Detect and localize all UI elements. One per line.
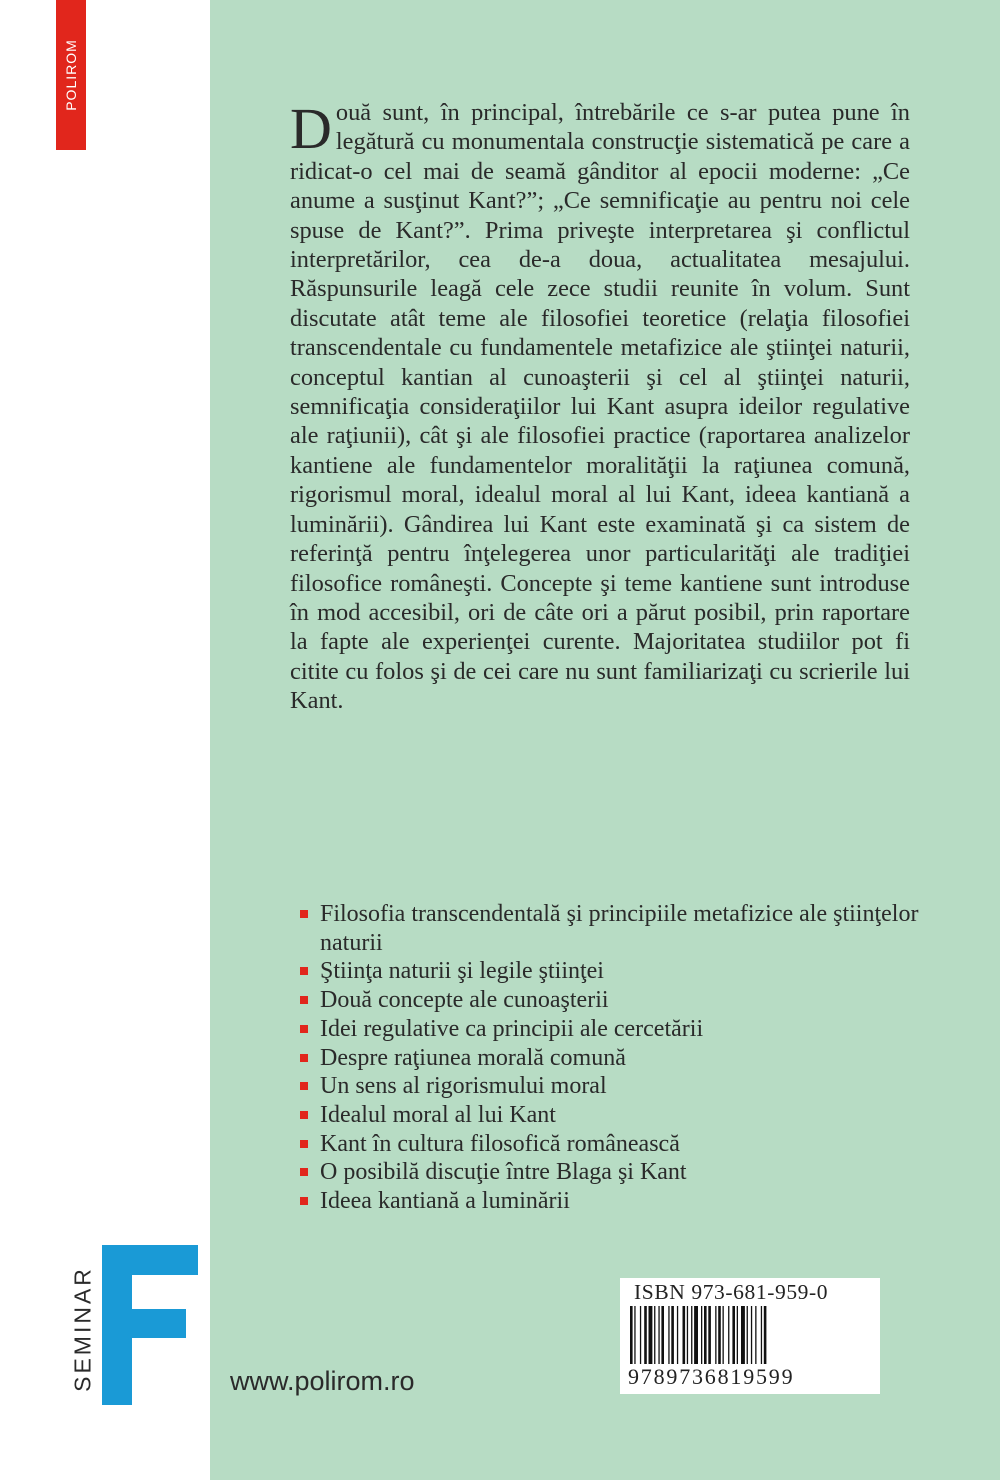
chapter-list <box>300 900 920 1216</box>
barcode-bar <box>694 1306 698 1364</box>
bullet-square-icon <box>300 1140 308 1148</box>
barcode-bar <box>691 1306 692 1364</box>
chapter-item <box>300 1158 920 1187</box>
chapter-item <box>300 1015 920 1044</box>
barcode-bar <box>715 1306 716 1364</box>
barcode-bar <box>634 1306 635 1364</box>
chapter-title: Ştiinţa naturii şi legile ştiinţei <box>320 958 604 985</box>
chapter-item <box>300 1072 920 1101</box>
barcode-bar <box>683 1306 686 1364</box>
chapter-item <box>300 957 920 986</box>
barcode-bar <box>630 1306 633 1364</box>
barcode-bar <box>687 1306 688 1364</box>
barcode-bar <box>732 1306 735 1364</box>
barcode-bar <box>723 1306 724 1364</box>
chapter-title: Kant în cultura filosofică românească <box>320 1130 680 1157</box>
chapter-title: Despre raţiunea morală comună <box>320 1044 626 1071</box>
publisher-tab <box>56 0 86 150</box>
bullet-square-icon <box>300 967 308 975</box>
chapter-title: O posibilă discuţie între Blaga şi Kant <box>320 1159 687 1186</box>
blurb-paragraph <box>290 98 910 716</box>
publisher-website: www.polirom.ro <box>230 1366 415 1396</box>
series-f-letter-icon <box>98 1245 204 1405</box>
barcode-bar <box>728 1306 729 1364</box>
barcode-bar <box>764 1306 767 1364</box>
chapter-title: Un sens al rigorismului moral <box>320 1073 607 1100</box>
barcode-bar <box>751 1306 752 1364</box>
barcode-bar <box>737 1306 738 1364</box>
bullet-square-icon <box>300 1197 308 1205</box>
barcode-bar <box>661 1306 664 1364</box>
series-label: SEMINAR <box>69 1266 96 1392</box>
barcode-bar <box>640 1306 641 1364</box>
barcode-bar <box>741 1306 745 1364</box>
bullet-square-icon <box>300 1168 308 1176</box>
barcode-bar <box>654 1306 655 1364</box>
publisher-name: POLIROM <box>63 39 79 111</box>
barcode-bar <box>649 1306 653 1364</box>
barcode-bars <box>630 1306 866 1364</box>
chapter-item <box>300 900 920 957</box>
bullet-square-icon <box>300 1025 308 1033</box>
barcode-bar <box>755 1306 756 1364</box>
isbn-number: ISBN 973-681-959-0 <box>634 1280 829 1304</box>
barcode-bar <box>671 1306 674 1364</box>
series-logo <box>60 1235 210 1405</box>
blurb-text: ouă sunt, în principal, întrebările ce s-ar putea pune în legătură cu monumentala construcţie sistematică pe care a ridicat-o cel mai de seamă gânditor al epocii moderne: „Ce anume a susţinut Kant?”; „Ce semnificaţie au pentru noi cele spuse de Kant?”. Prima priveşte interpretarea şi conflictul interpretărilor, cea de-a doua, actualitatea mesajului. Răspunsurile leagă cele zece studii reunite în volum. Sunt discutate atât teme ale filosofiei teoretice (relaţia filosofiei transcendentale cu fundamentele metafizice ale ştiinţei naturii, conceptul kantian al cunoaşterii şi cel al ştiinţei naturii, semnificaţia consideraţiilor lui Kant asupra ideilor regulative ale raţiunii), cât şi ale filosofiei practice (raportarea analizelor kantiene ale fundamentelor moralităţii la raţiunea comună, rigorismul moral, idealul moral al lui Kant, ideea kantiană a luminării). Gândirea lui Kant este examinată şi ca sistem de referinţă pentru înţelegerea unor particularităţi ale tradiţiei filosofice româneşti. Concepte şi teme kantiene sunt introduse în mod accesibil, ori de câte ori a părut posibil, prin raportare la fapte ale experienţei curente. Majoritatea studiilor pot fi citite cu folos şi de cei care nu sunt familiarizaţi cu scrierile lui Kant. <box>290 99 910 715</box>
bullet-square-icon <box>300 996 308 1004</box>
chapter-title: Idei regulative ca principii ale cercetării <box>320 1015 704 1042</box>
barcode-bar <box>677 1306 678 1364</box>
chapter-title: Idealul moral al lui Kant <box>320 1101 556 1128</box>
barcode-bar <box>718 1306 721 1364</box>
barcode-block <box>620 1278 880 1394</box>
barcode-bar <box>658 1306 659 1364</box>
barcode-bar <box>644 1306 647 1364</box>
barcode-bar <box>701 1306 702 1364</box>
bullet-square-icon <box>300 910 308 918</box>
chapter-title: Două concepte ale cunoaşterii <box>320 987 609 1014</box>
ean-number: 9789736819599 <box>628 1364 795 1389</box>
barcode-bar <box>708 1306 711 1364</box>
barcode-bar <box>761 1306 762 1364</box>
bullet-square-icon <box>300 1054 308 1062</box>
chapter-item <box>300 1130 920 1159</box>
bullet-square-icon <box>300 1111 308 1119</box>
barcode-bar <box>668 1306 669 1364</box>
chapter-item <box>300 1187 920 1216</box>
bullet-square-icon <box>300 1082 308 1090</box>
chapter-title: Filosofia transcendentală şi principiile metafizice ale ştiinţelor naturii <box>320 901 919 956</box>
barcode-bar <box>747 1306 748 1364</box>
barcode-bar <box>704 1306 707 1364</box>
chapter-item <box>300 1044 920 1073</box>
chapter-item <box>300 1101 920 1130</box>
chapter-item <box>300 986 920 1015</box>
drop-cap: D <box>290 96 332 161</box>
chapter-title: Ideea kantiană a luminării <box>320 1188 570 1215</box>
